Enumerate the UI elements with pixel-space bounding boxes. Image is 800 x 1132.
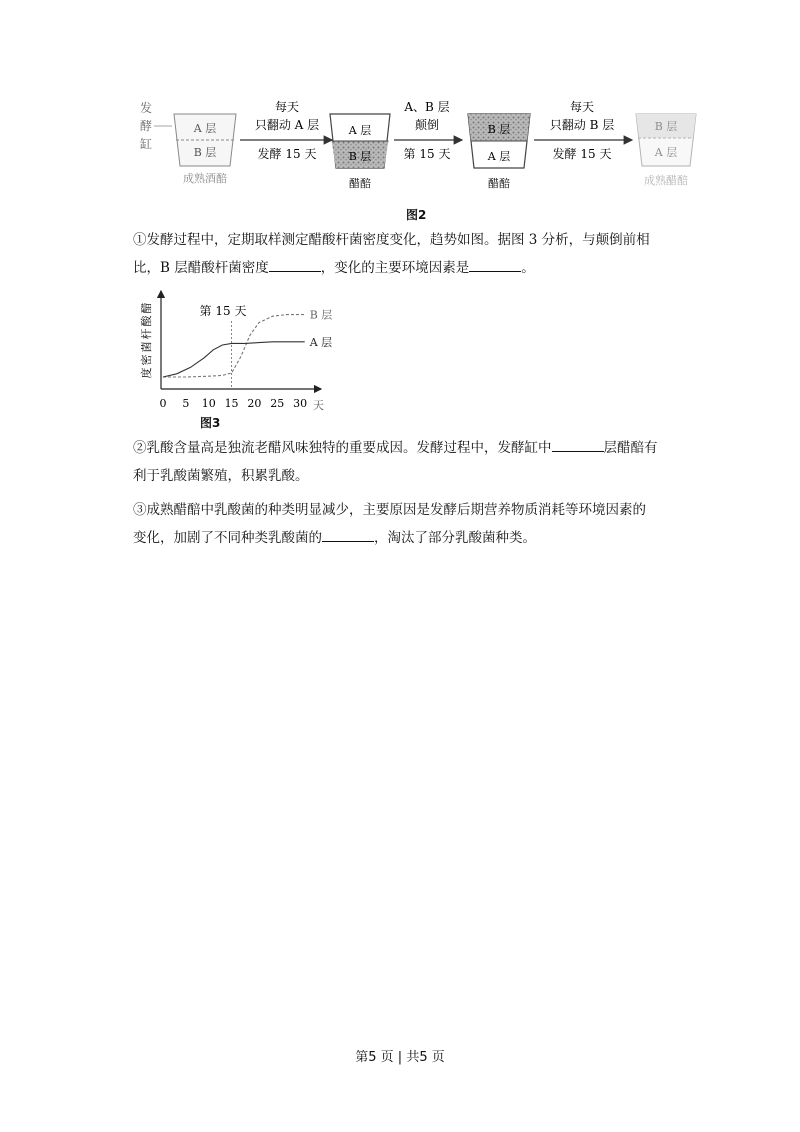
question-1 <box>133 226 693 282</box>
arrow2-top-line: A、B 层 <box>404 100 450 114</box>
arrow3-top-line: 只翻动 B 层 <box>549 118 615 132</box>
question-1-text: 比，B 层醋酸杆菌密度 <box>133 260 269 276</box>
question-2-text: ②乳酸含量高是独流老醋风味独特的重要成因。发酵过程中，发酵缸中 <box>133 440 552 456</box>
page-footer: 第5 页 | 共5 页 <box>355 1050 445 1065</box>
step-arrow-1 <box>240 99 332 161</box>
y-axis-label-char: 杆 <box>140 328 153 340</box>
figure-3-caption: 图3 <box>200 416 221 430</box>
question-1-line-2 <box>133 254 693 282</box>
x-tick-label: 20 <box>247 397 262 410</box>
cup1-top-layer: A 层 <box>193 122 217 135</box>
cup3-bottom-layer: A 层 <box>487 150 511 163</box>
arrow1-top-line: 只翻动 A 层 <box>254 118 320 132</box>
cup3-top-layer: B 层 <box>487 123 511 136</box>
step-arrow-3 <box>534 99 632 161</box>
y-axis-label-char: 密 <box>140 354 153 366</box>
cup-vinegar-mash-2 <box>468 114 530 190</box>
question-3-text: ，淘汰了部分乳酸菌种类。 <box>374 530 536 546</box>
question-1-text: ，变化的主要环境因素是 <box>320 260 470 276</box>
series-label: A 层 <box>309 335 333 349</box>
x-tick-label: 30 <box>293 397 308 410</box>
answer-blank[interactable] <box>469 256 521 272</box>
arrow2-bottom-line: 第 15 天 <box>403 147 451 161</box>
y-axis-label-char: 度 <box>140 367 153 379</box>
y-axis-label <box>139 303 153 379</box>
figure-2-caption: 图2 <box>406 208 427 222</box>
cup2-top-layer: A 层 <box>348 124 372 137</box>
vat-label-char: 发 <box>140 101 153 115</box>
step-arrow-2 <box>394 100 462 161</box>
series-label: B 层 <box>309 308 333 322</box>
question-3-text: 变化，加剧了不同种类乳酸菌的 <box>133 530 322 546</box>
x-tick-label: 10 <box>201 397 216 410</box>
cup3-name: 醋醅 <box>488 177 510 190</box>
answer-blank[interactable] <box>322 526 374 542</box>
cup2-bottom-layer: B 层 <box>348 150 372 163</box>
question-2 <box>133 434 693 490</box>
answer-blank[interactable] <box>552 436 604 452</box>
vat-label-char: 缸 <box>140 137 153 151</box>
series-line-a <box>163 342 305 377</box>
vat-label-char: 酵 <box>140 119 153 133</box>
x-tick-label: 5 <box>182 397 190 410</box>
question-2-line-1 <box>133 434 693 462</box>
arrow2-top-line: 颠倒 <box>414 118 440 132</box>
x-unit-label: 天 <box>313 399 324 412</box>
arrow3-top-line: 每天 <box>569 100 595 114</box>
cup1-name: 成熟酒醅 <box>183 172 227 185</box>
y-axis-label-char: 菌 <box>140 341 153 353</box>
question-2-line-2: 利于乳酸菌繁殖，积累乳酸。 <box>133 468 309 484</box>
y-axis-label-char: 醋 <box>140 302 153 314</box>
x-tick-label: 15 <box>224 397 239 410</box>
series-line-b <box>163 315 305 377</box>
day-15-annotation: 第 15 天 <box>199 304 247 318</box>
question-3-line-1: ③成熟醋醅中乳酸菌的种类明显减少，主要原因是发酵后期营养物质消耗等环境因素的 <box>133 502 646 518</box>
cup-vinegar-mash-1 <box>330 114 390 190</box>
figure-2-diagram <box>132 96 702 206</box>
x-tick-label: 0 <box>159 397 167 410</box>
cup4-name: 成熟醋醅 <box>644 174 688 187</box>
cup-mature-wine-mash <box>174 114 236 185</box>
cup-mature-vinegar-mash <box>636 114 696 187</box>
arrow3-bottom-line: 发酵 15 天 <box>552 147 612 161</box>
x-tick-label: 25 <box>270 397 285 410</box>
question-3-line-2 <box>133 524 693 552</box>
question-1-text: 。 <box>521 260 535 276</box>
cup4-top-layer: B 层 <box>654 120 678 133</box>
question-1-line-1: ①发酵过程中，定期取样测定醋酸杆菌密度变化，趋势如图。据图 3 分析，与颠倒前相 <box>133 232 650 248</box>
figure-3-chart <box>135 285 335 415</box>
arrow1-top-line: 每天 <box>274 100 300 114</box>
y-axis-label-char: 酸 <box>140 315 153 327</box>
arrow1-bottom-line: 发酵 15 天 <box>257 147 317 161</box>
question-2-text: 层醋醅有 <box>603 440 658 456</box>
answer-blank[interactable] <box>269 256 321 272</box>
cup1-bottom-layer: B 层 <box>193 146 217 159</box>
cup4-bottom-layer: A 层 <box>654 146 678 159</box>
fermentation-vat-label <box>140 100 152 151</box>
question-3 <box>133 496 693 552</box>
cup2-name: 醋醅 <box>349 177 371 190</box>
